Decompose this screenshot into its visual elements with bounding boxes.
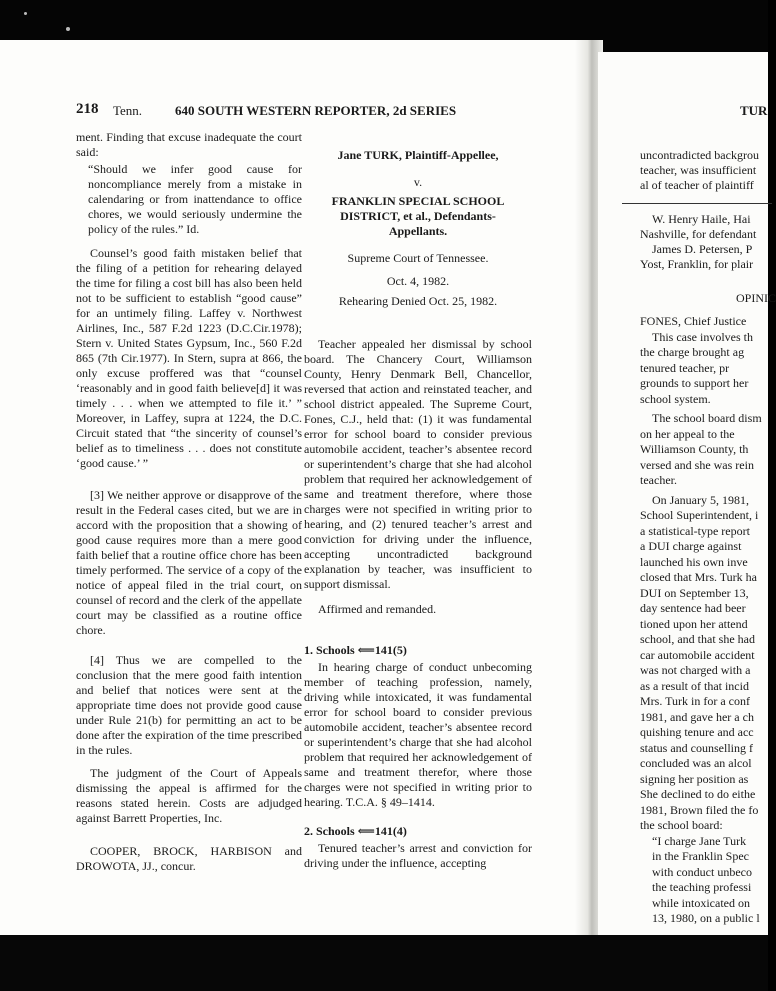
text-line: 13, 1980, on a public l [652, 911, 760, 925]
text-line: DUI on September 13, [640, 585, 749, 600]
disposition: Affirmed and remanded. [318, 602, 437, 616]
text-line: a statistical-type report [640, 523, 750, 538]
text-line: Nashville, for defendant [640, 227, 757, 241]
syllabus: Teacher appealed her dismissal by school board. The Chancery Court, Williamson County, Henry Denmark Bell, Chancellor, reversed that action and reinstated teacher, and school district appealed. The Supreme Court, Fones, C.J., held that: (1) it was fundamental error for school board to consider previous automobile accident, teacher’s absentee record or superintendent’s charge that she had alcohol problem that required her acknowledgement of same and treatment therefore, where those charges were not specified in writing prior to hearing, and (2) tenured teacher’s arrest and conviction for driving under the influence, accepting uncontradicted background explanation by teacher, was insufficient to support dismissal. [304, 337, 532, 591]
headnote-text: In hearing charge of conduct unbecoming member of teaching profession, namely, driving while intoxicated, it was fundamental error for school board to consider previous automobile accident, teacher’s absentee record or superintendent’s charge that she had alcohol problem that required her acknowledgement of same and treatment therefor, where those charges were not specified in writing prior to hearing. T.C.A. § 49–1414. [304, 660, 532, 809]
left-column [76, 130, 302, 874]
text-line: She declined to do eithe [640, 787, 756, 801]
text-line: the teaching professi [652, 880, 752, 894]
text-line: 1981, and gave her a ch [640, 709, 754, 724]
text-line: tioned upon her attend [640, 616, 748, 631]
text-line: W. Henry Haile, Hai [652, 212, 751, 226]
text-line: teacher. [640, 473, 677, 487]
court-name: Supreme Court of Tennessee. [347, 251, 489, 265]
text-line: quishing tenure and acc [640, 725, 754, 739]
text-line: the charge brought ag [640, 345, 745, 359]
text-line: versed and she was rein [640, 457, 754, 472]
text-line: day sentence had beer [640, 601, 746, 615]
text-line: al of teacher of plaintiff [640, 178, 754, 192]
text-line: on her appeal to the [640, 426, 735, 441]
text-line: was not charged with a [640, 663, 751, 677]
page-number: 218 [76, 101, 99, 117]
reporter-title: 640 SOUTH WESTERN REPORTER, 2d SERIES [175, 103, 457, 118]
scan-speck [66, 27, 70, 31]
text-line: FONES, Chief Justice [640, 314, 747, 328]
middle-column [304, 148, 532, 871]
headnote-text: Tenured teacher’s arrest and conviction for driving under the influence, accepting [304, 841, 532, 870]
paragraph: Counsel’s good faith mistaken belief that the filing of a petition for rehearing delayed the time for filing a cost bill has also been held not to be sufficient to establish “good cause” for an untimely filing. Laffey v. Northwest Airlines, Inc., 587 F.2d 1223 (D.C.Cir.1978); Stern v. United States Gypsum, Inc., 560 F.2d 865 (7th Cir.1977). In Stern, supra at 866, the only excuse proffered was that “counsel ‘reasonably and in good faith believe[d] it was timely . . . when we attempted to file it.’ ” Moreover, in Laffey, supra at 1224, the D.C. Circuit stated that “the sincerity of counsel’s belief as to timeliness . . . does not constitute ‘good cause.’ ” [76, 246, 302, 470]
right-column-block-b [640, 212, 768, 272]
text-line: Mrs. Turk in for a conf [640, 694, 750, 708]
text-line: signing her position as [640, 771, 749, 786]
text-line: in the Franklin Spec [652, 849, 749, 863]
text-line: On January 5, 1981, [652, 492, 749, 507]
text-line: school, and that she had [640, 632, 755, 646]
text-line: The school board dism [652, 411, 762, 425]
text-line: Williamson County, th [640, 442, 749, 456]
text-line: grounds to support her [640, 376, 749, 390]
right-column-block-a [640, 148, 768, 193]
case-party-plaintiff: Jane TURK, Plaintiff-Appellee, [337, 148, 499, 162]
text-line: status and counselling f [640, 740, 753, 755]
text-line: the school board: [640, 818, 723, 832]
case-party-defendant: FRANKLIN SPECIAL SCHOOL DISTRICT, et al., Defendants-Appellants. [331, 194, 505, 238]
text-line: as a result of that incid [640, 678, 749, 693]
opinion-heading: OPINIC [736, 291, 776, 305]
paragraph: The judgment of the Court of Appeals dismissing the appeal is affirmed for the reasons stated herein. Costs are adjudged against Barrett Properties, Inc. [76, 766, 302, 825]
text-line: launched his own inve [640, 554, 748, 569]
scan-bottom-border [0, 935, 768, 991]
case-versus: v. [413, 175, 423, 189]
text-line: school system. [640, 391, 711, 406]
text-line: teacher, was insufficient [640, 163, 757, 177]
text-line: while intoxicated on [652, 895, 750, 910]
text-line: car automobile accident [640, 647, 755, 662]
paragraph: ment. Finding that excuse inadequate the court said: [76, 130, 302, 159]
text-line: with conduct unbeco [652, 864, 752, 879]
concurrence: COOPER, BROCK, HARBISON and DROWOTA, JJ., concur. [76, 844, 302, 873]
horizontal-rule [622, 203, 772, 204]
text-line: uncontradicted backgrou [640, 148, 759, 162]
text-line: tenured teacher, pr [640, 360, 730, 375]
text-line: a DUI charge against [640, 539, 742, 553]
paragraph: [3] We neither approve or disapprove of the result in the Federal cases cited, but we are in accord with the proposition that a showing of good cause requires more than a mere good faith belief that a routine office chore has been timely performed. The service of a copy of the notice of appeal filed in the trial court, on counsel of record and the clerk of the appellate court may be classified as a routine office chore. [76, 488, 302, 637]
text-line: 1981, Brown filed the fo [640, 802, 759, 817]
rehearing-date: Rehearing Denied Oct. 25, 1982. [338, 294, 498, 308]
decision-date: Oct. 4, 1982. [386, 274, 450, 288]
text-line: James D. Petersen, P [652, 242, 753, 256]
state-label: Tenn. [113, 103, 143, 118]
text-line: concluded was an alcol [640, 756, 752, 770]
text-line: This case involves th [652, 329, 753, 344]
headnote-title: 1. Schools ⟸141(5) [304, 643, 407, 657]
paragraph: [4] Thus we are compelled to the conclusion that the mere good faith intention and belief that notices were sent at the appropriate time does not provide good cause under Rule 21(b) for permitting an act to be done after the expiration of the time prescribed in the rules. [76, 653, 302, 757]
headnote-title: 2. Schools ⟸141(4) [304, 824, 407, 838]
text-line: Yost, Franklin, for plair [640, 257, 754, 271]
text-line: “I charge Jane Turk [652, 833, 747, 848]
text-line: School Superintendent, i [640, 508, 759, 522]
scan-speck [24, 12, 27, 15]
right-column-block-c [640, 314, 768, 927]
text-line: closed that Mrs. Turk ha [640, 570, 757, 584]
block-quote: “Should we infer good cause for noncompliance merely from a mistake in calendaring or from inattendance to office chores, we would seriously undermine the policy of the rules.” Id. [88, 162, 302, 236]
right-page-header: TUR [740, 103, 768, 118]
